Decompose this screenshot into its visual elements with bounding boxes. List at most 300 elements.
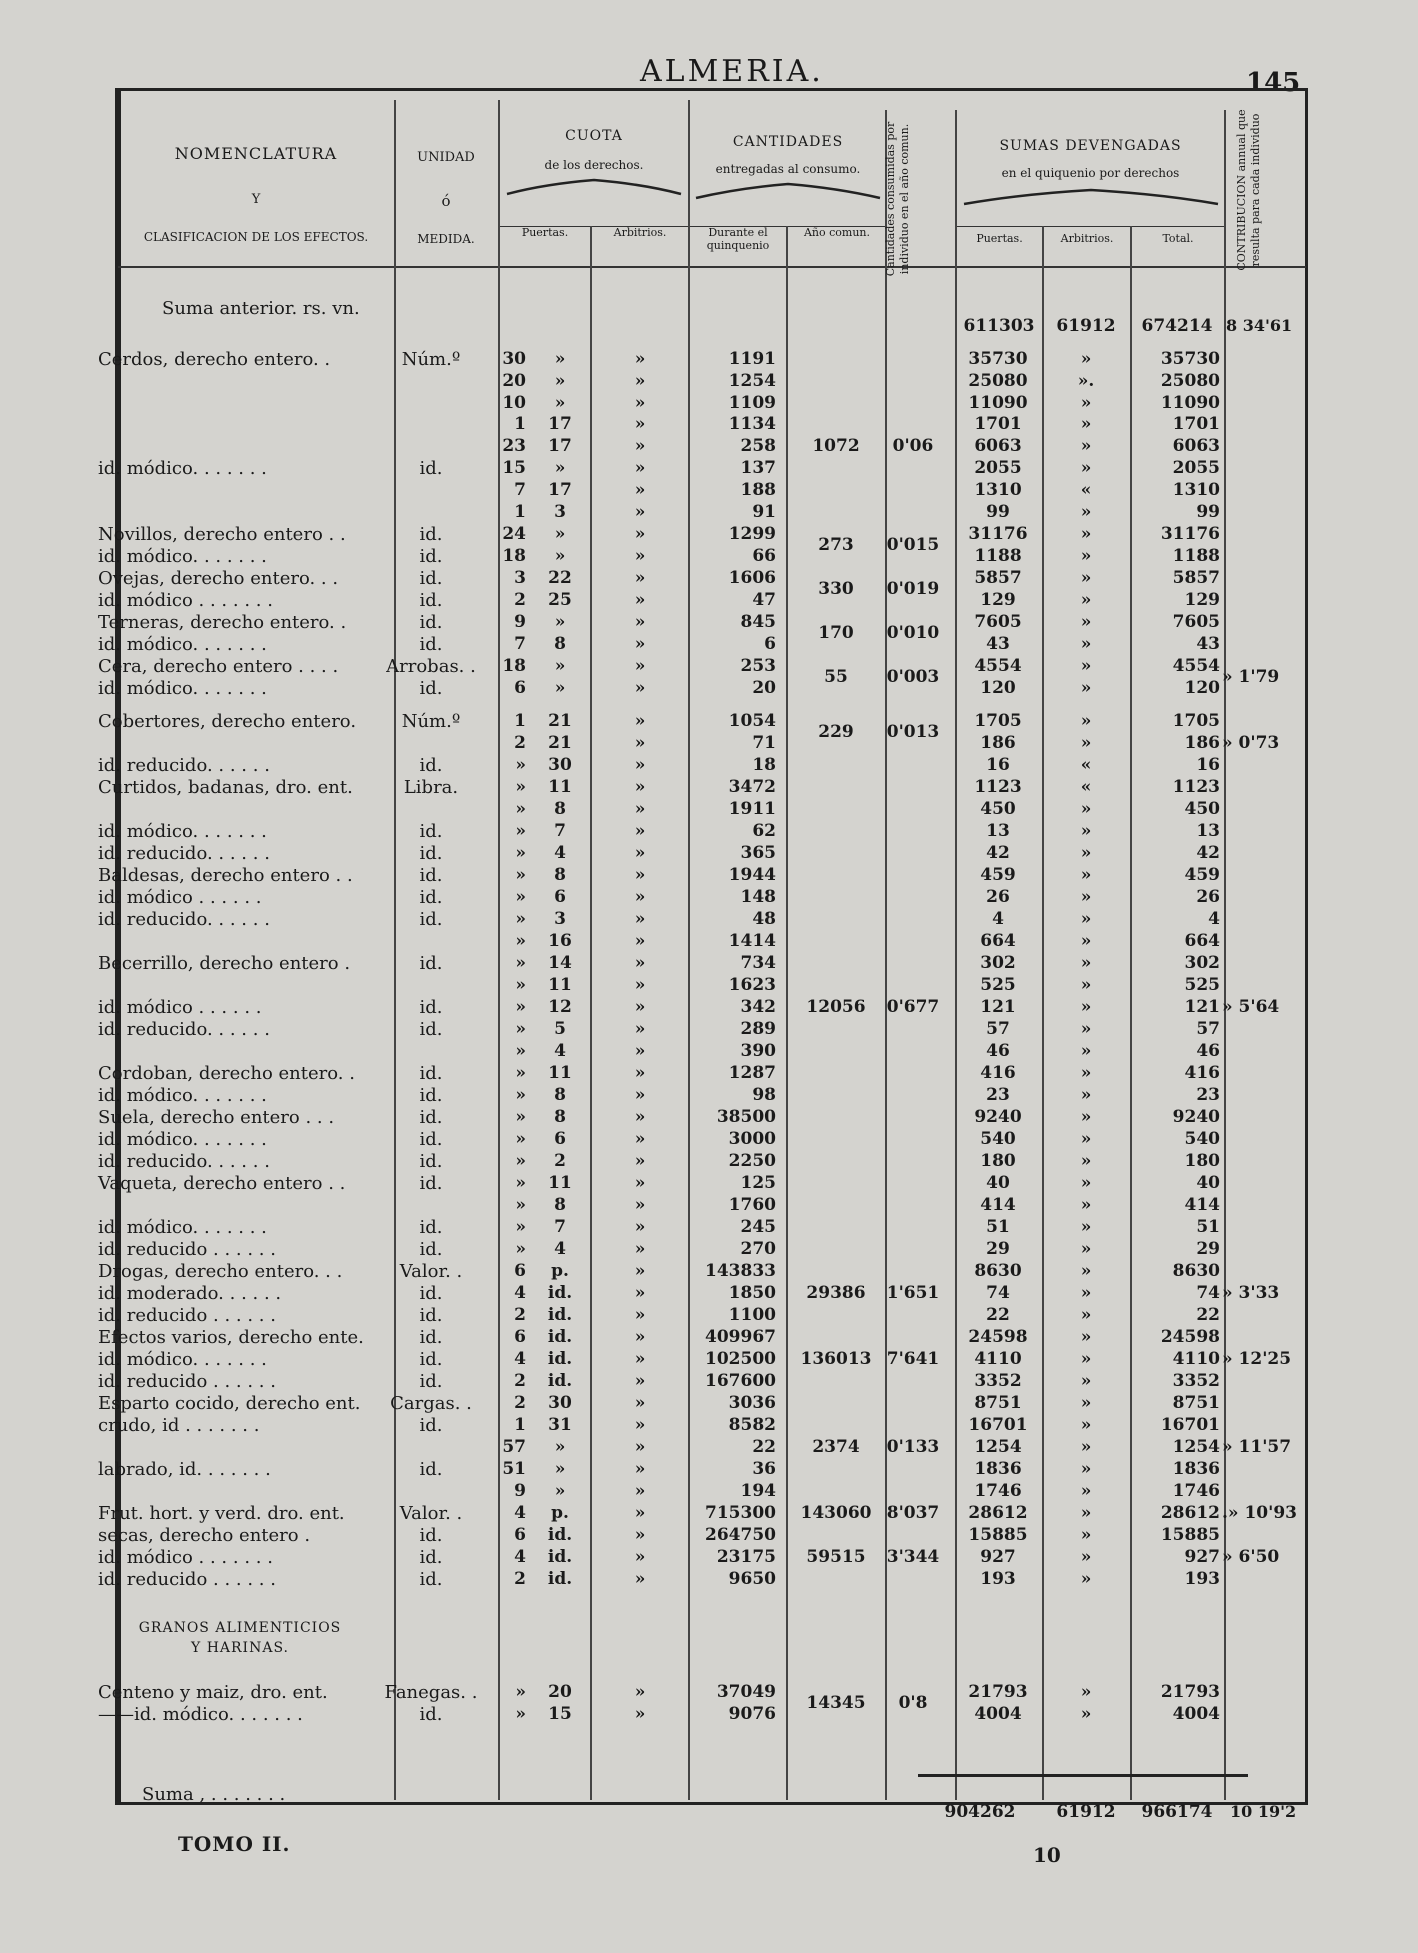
row-cuota-arbitrios: »	[634, 1085, 646, 1105]
row-cuota-sub: 6	[554, 887, 566, 907]
row-cuota-sub: 30	[548, 755, 572, 775]
row-cuota-sub: »	[554, 458, 566, 478]
row-sumas-puertas: 11090	[968, 393, 1028, 413]
row-sumas-total: 51	[1196, 1217, 1220, 1237]
row-sumas-arbitrios: »	[1080, 887, 1092, 907]
group-ano-comun: 29386	[806, 1283, 866, 1303]
row-sumas-total: 525	[1184, 975, 1220, 995]
row-unit: id.	[419, 1415, 443, 1436]
row-sumas-puertas: 46	[986, 1041, 1010, 1061]
row-cuota-puertas: »	[515, 777, 526, 797]
row-sumas-arbitrios: »	[1080, 1261, 1092, 1281]
header-cuota: CUOTA	[565, 128, 623, 144]
section-title-granos	[100, 1618, 380, 1659]
row-unit: id.	[419, 1327, 443, 1348]
row-cuota-puertas: »	[515, 1041, 526, 1061]
row-name: id. reducido. . . . . .	[98, 1151, 270, 1172]
row-unit: id.	[419, 1151, 443, 1172]
row-durante: 3472	[728, 777, 776, 797]
row-sumas-total: 7605	[1172, 612, 1220, 632]
row-sumas-arbitrios: »	[1080, 865, 1092, 885]
group-ano-comun: 273	[818, 535, 854, 555]
row-sumas-total: 4554	[1172, 656, 1220, 676]
row-unit: id.	[419, 590, 443, 611]
row-sumas-arbitrios: »	[1080, 1063, 1092, 1083]
header-cuota-arbitrios: Arbitrios.	[613, 226, 667, 239]
row-cuota-sub: 8	[554, 634, 566, 654]
row-cuota-sub: 14	[548, 953, 572, 973]
row-unit: id.	[419, 1019, 443, 1040]
row-sumas-puertas: 29	[986, 1239, 1010, 1259]
row-sumas-arbitrios: »	[1080, 1327, 1092, 1347]
row-cuota-puertas: 1	[514, 1415, 526, 1435]
header-durante: Durante el quinquenio	[706, 226, 770, 253]
row-cuota-arbitrios: »	[634, 821, 646, 841]
row-cuota-arbitrios: »	[634, 887, 646, 907]
row-cuota-puertas: 57	[502, 1437, 526, 1457]
row-sumas-arbitrios: »	[1080, 524, 1092, 544]
suma-contrib: 10 19'2	[1230, 1802, 1297, 1821]
row-sumas-puertas: 40	[986, 1173, 1010, 1193]
row-sumas-puertas: 2055	[974, 458, 1022, 478]
suma-total: 966174	[1141, 1802, 1213, 1822]
row-durante: 365	[740, 843, 776, 863]
row-name: id. módico . . . . . . .	[98, 1547, 273, 1568]
group-contribucion: » 5'64	[1222, 997, 1280, 1017]
row-sumas-total: 120	[1184, 678, 1220, 698]
row-cuota-sub: 17	[548, 436, 572, 456]
row-name: id. módico. . . . . . .	[98, 821, 267, 842]
row-sumas-total: 16	[1196, 755, 1220, 775]
row-name: id. reducido . . . . . .	[98, 1305, 276, 1326]
row-sumas-total: 8751	[1172, 1393, 1220, 1413]
row-durante: 1191	[728, 349, 776, 369]
row-cuota-sub: p.	[551, 1503, 569, 1523]
row-sumas-total: 35730	[1160, 349, 1220, 369]
row-cuota-arbitrios: »	[634, 1327, 646, 1347]
row-durante: 48	[752, 909, 776, 929]
row-durante: 1287	[728, 1063, 776, 1083]
row-sumas-puertas: 7605	[974, 612, 1022, 632]
row-cuota-arbitrios: »	[634, 1195, 646, 1215]
row-cuota-arbitrios: »	[634, 997, 646, 1017]
row-name: Centeno y maiz, dro. ent.	[98, 1682, 328, 1703]
row-unit: id.	[419, 634, 443, 655]
footer-sheet-number: 10	[1033, 1843, 1061, 1867]
row-sumas-arbitrios: »	[1080, 975, 1092, 995]
row-name: id. reducido. . . . . .	[98, 1019, 270, 1040]
row-cuota-sub: 8	[554, 799, 566, 819]
footer-tomo: TOMO II.	[178, 1832, 291, 1856]
row-unit: id.	[419, 1704, 443, 1725]
row-durante: 1850	[728, 1283, 776, 1303]
row-name: Cobertores, derecho entero.	[98, 711, 357, 732]
row-sumas-puertas: 24598	[968, 1327, 1028, 1347]
row-sumas-arbitrios: «	[1080, 777, 1092, 797]
row-cuota-puertas: 7	[514, 634, 526, 654]
row-durante: 98	[752, 1085, 776, 1105]
suma-rule	[918, 1774, 1248, 1777]
group-individuo: 0'015	[886, 535, 940, 555]
row-unit: id.	[419, 1063, 443, 1084]
row-cuota-puertas: 4	[514, 1349, 526, 1369]
row-cuota-puertas: 24	[502, 524, 526, 544]
row-cuota-sub: id.	[547, 1327, 573, 1347]
row-sumas-puertas: 74	[986, 1283, 1010, 1303]
row-cuota-arbitrios: »	[634, 1459, 646, 1479]
row-cuota-puertas: 6	[514, 678, 526, 698]
row-cuota-puertas: »	[515, 1195, 526, 1215]
row-sumas-arbitrios: »	[1080, 1085, 1092, 1105]
row-sumas-total: 1705	[1172, 711, 1220, 731]
row-cuota-sub: »	[554, 1459, 566, 1479]
group-ano-comun: 59515	[806, 1547, 866, 1567]
row-unit: id.	[419, 909, 443, 930]
row-name: id. módico. . . . . . .	[98, 458, 267, 479]
row-cuota-puertas: »	[515, 1704, 526, 1724]
row-durante: 1414	[728, 931, 776, 951]
row-unit: id.	[419, 1129, 443, 1150]
header-clasificacion: CLASIFICACION DE LOS EFECTOS.	[143, 230, 369, 244]
row-cuota-sub: 21	[548, 733, 572, 753]
row-unit: id.	[419, 524, 443, 545]
row-cuota-sub: 4	[554, 843, 566, 863]
row-sumas-arbitrios: »	[1080, 1682, 1092, 1702]
row-sumas-arbitrios: »	[1080, 1173, 1092, 1193]
row-unit: id.	[419, 1569, 443, 1590]
row-sumas-total: 42	[1196, 843, 1220, 863]
row-name: id. reducido. . . . . .	[98, 909, 270, 930]
row-name: Esparto cocido, derecho ent.	[98, 1393, 361, 1414]
row-cuota-sub: »	[554, 349, 566, 369]
row-sumas-arbitrios: «	[1080, 755, 1092, 775]
row-cuota-sub: 7	[554, 821, 566, 841]
row-cuota-sub: 17	[548, 480, 572, 500]
row-unit: id.	[419, 887, 443, 908]
row-cuota-puertas: »	[515, 1217, 526, 1237]
row-cuota-puertas: »	[515, 1019, 526, 1039]
row-sumas-puertas: 25080	[968, 371, 1028, 391]
row-sumas-arbitrios: »	[1080, 953, 1092, 973]
brace-cantidades	[694, 180, 882, 202]
row-cuota-sub: 11	[548, 777, 572, 797]
row-cuota-puertas: 4	[514, 1547, 526, 1567]
row-cuota-arbitrios: »	[634, 953, 646, 973]
row-name: crudo, id . . . . . . .	[98, 1415, 260, 1436]
suma-anterior-arbitrios: 61912	[1056, 316, 1116, 336]
header-cantidades-sub: entregadas al consumo.	[715, 162, 861, 176]
row-sumas-puertas: 57	[986, 1019, 1010, 1039]
row-cuota-sub: 11	[548, 1173, 572, 1193]
row-cuota-sub: »	[554, 546, 566, 566]
row-durante: 258	[740, 436, 776, 456]
row-cuota-arbitrios: »	[634, 1305, 646, 1325]
header-o: ó	[441, 192, 451, 210]
row-sumas-puertas: 9240	[974, 1107, 1022, 1127]
row-cuota-arbitrios: »	[634, 678, 646, 698]
row-name: id. módico . . . . . .	[98, 887, 262, 908]
row-durante: 9650	[728, 1569, 776, 1589]
row-cuota-arbitrios: »	[634, 1415, 646, 1435]
row-durante: 1944	[728, 865, 776, 885]
header-sumas-arbitrios: Arbitrios.	[1060, 232, 1114, 245]
row-name: id. reducido. . . . . .	[98, 755, 270, 776]
row-durante: 1054	[728, 711, 776, 731]
row-cuota-sub: 7	[554, 1217, 566, 1237]
row-unit: id.	[419, 1217, 443, 1238]
row-unit: id.	[419, 1525, 443, 1546]
row-sumas-puertas: 1836	[974, 1459, 1022, 1479]
row-durante: 1760	[728, 1195, 776, 1215]
row-sumas-total: 193	[1184, 1569, 1220, 1589]
row-sumas-puertas: 31176	[968, 524, 1028, 544]
row-name: id. módico. . . . . . .	[98, 1217, 267, 1238]
row-sumas-arbitrios: »	[1080, 458, 1092, 478]
row-unit: id.	[419, 1085, 443, 1106]
group-individuo: 0'677	[886, 997, 940, 1017]
row-cuota-arbitrios: »	[634, 1371, 646, 1391]
row-unit: id.	[419, 1107, 443, 1128]
suma-arbitrios: 61912	[1056, 1802, 1116, 1822]
row-cuota-arbitrios: »	[634, 1393, 646, 1413]
row-durante: 23175	[716, 1547, 776, 1567]
row-sumas-total: 99	[1196, 502, 1220, 522]
row-sumas-puertas: 186	[980, 733, 1016, 753]
row-sumas-total: 26	[1196, 887, 1220, 907]
row-durante: 20	[752, 678, 776, 698]
row-name: Efectos varios, derecho ente.	[98, 1327, 364, 1348]
group-individuo: 0'010	[886, 623, 940, 643]
row-cuota-puertas: »	[515, 1107, 526, 1127]
row-durante: 6	[764, 634, 776, 654]
row-cuota-sub: id.	[547, 1569, 573, 1589]
row-name: Cordoban, derecho entero. .	[98, 1063, 355, 1084]
row-sumas-arbitrios: »	[1080, 1371, 1092, 1391]
row-sumas-arbitrios: »	[1080, 634, 1092, 654]
row-sumas-total: 15885	[1160, 1525, 1220, 1545]
row-cuota-puertas: »	[515, 865, 526, 885]
row-sumas-total: 1254	[1172, 1437, 1220, 1457]
row-sumas-puertas: 540	[980, 1129, 1016, 1149]
row-sumas-arbitrios: »	[1080, 612, 1092, 632]
row-durante: 1299	[728, 524, 776, 544]
row-sumas-total: 2055	[1172, 458, 1220, 478]
row-sumas-total: 24598	[1160, 1327, 1220, 1347]
row-durante: 188	[740, 480, 776, 500]
row-unit: id.	[419, 568, 443, 589]
row-cuota-arbitrios: »	[634, 909, 646, 929]
suma-anterior-label: Suma anterior. rs. vn.	[162, 298, 360, 319]
row-cuota-sub: »	[554, 393, 566, 413]
row-cuota-sub: »	[554, 678, 566, 698]
row-cuota-puertas: 1	[514, 414, 526, 434]
row-sumas-arbitrios: »	[1080, 1481, 1092, 1501]
row-cuota-puertas: 23	[502, 436, 526, 456]
row-name: Curtidos, badanas, dro. ent.	[98, 777, 353, 798]
row-unit: Arrobas. .	[386, 656, 476, 677]
row-sumas-arbitrios: »	[1080, 656, 1092, 676]
row-cuota-sub: id.	[547, 1371, 573, 1391]
row-cuota-sub: 8	[554, 1085, 566, 1105]
row-cuota-puertas: »	[515, 1129, 526, 1149]
row-sumas-total: 13	[1196, 821, 1220, 841]
row-cuota-arbitrios: »	[634, 546, 646, 566]
row-name: Cerdos, derecho entero. .	[98, 349, 331, 370]
row-sumas-puertas: 35730	[968, 349, 1028, 369]
row-cuota-arbitrios: »	[634, 1704, 646, 1724]
row-sumas-total: 4004	[1172, 1704, 1220, 1724]
row-durante: 36	[752, 1459, 776, 1479]
row-cuota-puertas: »	[515, 799, 526, 819]
row-sumas-total: 31176	[1160, 524, 1220, 544]
row-sumas-total: 459	[1184, 865, 1220, 885]
row-cuota-sub: 17	[548, 414, 572, 434]
row-cuota-puertas: »	[515, 821, 526, 841]
row-cuota-puertas: 10	[502, 393, 526, 413]
header-individuo: Cantidades consumidas por individuo en el año comun.	[884, 121, 911, 277]
row-cuota-puertas: 2	[514, 1305, 526, 1325]
row-cuota-arbitrios: »	[634, 1525, 646, 1545]
row-cuota-arbitrios: »	[634, 975, 646, 995]
row-cuota-puertas: 9	[514, 1481, 526, 1501]
row-durante: 18	[752, 755, 776, 775]
row-cuota-puertas: 51	[502, 1459, 526, 1479]
row-name: id. reducido . . . . . .	[98, 1569, 276, 1590]
row-cuota-sub: 20	[548, 1682, 572, 1702]
row-name: id. módico. . . . . . .	[98, 678, 267, 699]
row-unit: id.	[419, 1283, 443, 1304]
row-sumas-total: 28612	[1160, 1503, 1220, 1523]
row-cuota-sub: »	[554, 612, 566, 632]
brace-cuota	[505, 176, 683, 198]
row-cuota-sub: id.	[547, 1349, 573, 1369]
row-cuota-arbitrios: »	[634, 480, 646, 500]
row-durante: 102500	[705, 1349, 776, 1369]
row-cuota-arbitrios: »	[634, 1151, 646, 1171]
section-title-line: Y HARINAS.	[191, 1640, 289, 1657]
row-sumas-puertas: 23	[986, 1085, 1010, 1105]
row-cuota-puertas: 7	[514, 480, 526, 500]
row-sumas-total: 1310	[1172, 480, 1220, 500]
row-sumas-puertas: 121	[980, 997, 1016, 1017]
row-unit: id.	[419, 1305, 443, 1326]
row-cuota-puertas: 3	[514, 568, 526, 588]
row-sumas-puertas: 927	[980, 1547, 1016, 1567]
row-sumas-puertas: 1746	[974, 1481, 1022, 1501]
row-sumas-total: 664	[1184, 931, 1220, 951]
row-durante: 37049	[716, 1682, 776, 1702]
row-cuota-sub: 3	[554, 909, 566, 929]
row-durante: 1911	[728, 799, 776, 819]
group-individuo: 1'651	[886, 1283, 940, 1303]
row-cuota-puertas: 18	[502, 546, 526, 566]
row-sumas-total: 8630	[1172, 1261, 1220, 1281]
row-cuota-arbitrios: »	[634, 1239, 646, 1259]
row-durante: 125	[740, 1173, 776, 1193]
row-durante: 47	[752, 590, 776, 610]
row-sumas-total: 3352	[1172, 1371, 1220, 1391]
row-cuota-sub: »	[554, 524, 566, 544]
header-unidad: UNIDAD	[417, 150, 475, 165]
row-sumas-total: 29	[1196, 1239, 1220, 1259]
row-durante: 2250	[728, 1151, 776, 1171]
row-cuota-arbitrios: »	[634, 612, 646, 632]
row-sumas-puertas: 1123	[974, 777, 1022, 797]
row-cuota-sub: »	[554, 1437, 566, 1457]
row-cuota-arbitrios: »	[634, 1217, 646, 1237]
row-sumas-total: 1746	[1172, 1481, 1220, 1501]
header-nomenclatura-y: Y	[251, 192, 261, 207]
row-sumas-arbitrios: »	[1080, 997, 1092, 1017]
row-sumas-puertas: 180	[980, 1151, 1016, 1171]
row-sumas-total: 129	[1184, 590, 1220, 610]
row-cuota-arbitrios: »	[634, 656, 646, 676]
group-individuo: 3'344	[886, 1547, 940, 1567]
row-durante: 71	[752, 733, 776, 753]
row-unit: id.	[419, 1349, 443, 1370]
row-sumas-arbitrios: »	[1080, 393, 1092, 413]
row-sumas-arbitrios: »	[1080, 843, 1092, 863]
row-durante: 62	[752, 821, 776, 841]
row-durante: 9076	[728, 1704, 776, 1724]
row-unit: Libra.	[403, 777, 459, 798]
row-sumas-puertas: 5857	[974, 568, 1022, 588]
row-unit: id.	[419, 1547, 443, 1568]
row-cuota-puertas: 30	[502, 349, 526, 369]
row-cuota-arbitrios: »	[634, 1019, 646, 1039]
row-cuota-arbitrios: »	[634, 1503, 646, 1523]
row-sumas-puertas: 193	[980, 1569, 1016, 1589]
row-cuota-sub: 15	[548, 1704, 572, 1724]
row-cuota-sub: 8	[554, 1195, 566, 1215]
suma-label: Suma , . . . . . . .	[142, 1784, 286, 1805]
row-sumas-arbitrios: »	[1080, 1415, 1092, 1435]
group-ano-comun: 2374	[812, 1437, 860, 1457]
row-sumas-arbitrios: »	[1080, 546, 1092, 566]
row-sumas-puertas: 51	[986, 1217, 1010, 1237]
row-sumas-puertas: 4110	[974, 1349, 1022, 1369]
row-cuota-arbitrios: »	[634, 1481, 646, 1501]
row-cuota-puertas: »	[515, 953, 526, 973]
row-cuota-puertas: 4	[514, 1503, 526, 1523]
row-unit: Valor. .	[399, 1261, 463, 1282]
row-cuota-sub: 2	[554, 1151, 566, 1171]
row-sumas-arbitrios: »	[1080, 1349, 1092, 1369]
header-divider	[118, 266, 1306, 268]
row-cuota-sub: 21	[548, 711, 572, 731]
row-cuota-puertas: 18	[502, 656, 526, 676]
row-durante: 1623	[728, 975, 776, 995]
group-contribucion: » 1'79	[1222, 667, 1280, 687]
row-sumas-total: 302	[1184, 953, 1220, 973]
row-cuota-arbitrios: »	[634, 733, 646, 753]
group-contribucion: .» 10'93	[1222, 1503, 1297, 1523]
row-durante: 3000	[728, 1129, 776, 1149]
row-sumas-arbitrios: »	[1080, 931, 1092, 951]
row-cuota-puertas: »	[515, 931, 526, 951]
row-sumas-arbitrios: »	[1080, 1107, 1092, 1127]
group-ano-comun: 143060	[800, 1503, 872, 1523]
row-cuota-sub: 25	[548, 590, 572, 610]
row-cuota-puertas: 6	[514, 1261, 526, 1281]
row-cuota-arbitrios: »	[634, 777, 646, 797]
row-cuota-arbitrios: »	[634, 1437, 646, 1457]
row-sumas-total: 22	[1196, 1305, 1220, 1325]
row-durante: 148	[740, 887, 776, 907]
row-sumas-total: 1188	[1172, 546, 1220, 566]
row-cuota-puertas: 6	[514, 1327, 526, 1347]
row-durante: 91	[752, 502, 776, 522]
